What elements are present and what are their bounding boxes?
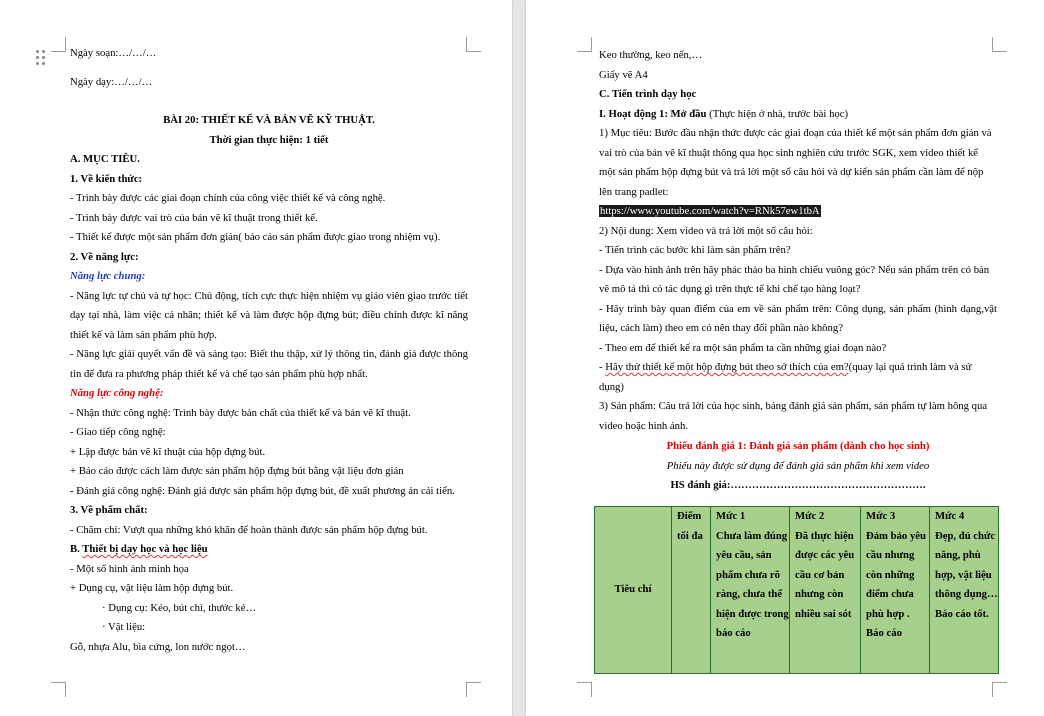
crop-mark — [992, 682, 1007, 697]
video-link-line — [599, 202, 997, 222]
tech-competency-item: + Báo cáo được cách làm được sản phẩm hộp đựng bút bằng vật liệu đơn giản — [70, 465, 404, 477]
activity-heading — [599, 105, 997, 125]
level-1-description: Chưa làm đúng yêu cầu, sản phẩm chưa rõ ràng, chưa thể hiện được trong báo cáo — [716, 529, 789, 639]
material-list: Giấy vẽ A4 — [599, 68, 648, 81]
objective-paragraph: 1) Mục tiêu: Bước đầu nhận thức được các giai đoạn của thiết kế một sản phẩm đơn giản và vai trò của bản vẽ kĩ thuật thông qua học sinh nghiên cứu trước SGK, xem video thiết kế một sản phẩm hộp đựng bút và trả lời một số câu hỏi và dự kiến sản phẩm cần làm để nộp lên trang padlet: — [599, 127, 992, 198]
section-a-heading: A. MỤC TIÊU. — [70, 153, 140, 165]
table-row — [595, 507, 999, 674]
level-3-cell — [861, 507, 930, 674]
level-4-description: Đẹp, đủ chức năng, phù hợp, vật liệu thông dụng… — [935, 529, 998, 600]
quality-heading: 3. Về phẩm chất: — [70, 504, 148, 516]
criteria-header: Tiêu chí — [595, 507, 672, 674]
section-b-heading — [70, 540, 468, 560]
question-item: - Tiến trình các bước khi làm sản phẩm trên? — [599, 244, 791, 256]
content-heading: 2) Nội dung: Xem video và trả lời một số câu hỏi: — [599, 224, 813, 237]
level-2-cell — [790, 507, 861, 674]
level-4-report: Báo cáo tốt. — [935, 607, 989, 620]
rubric-table — [594, 506, 999, 674]
question-item — [599, 358, 997, 397]
activity-title: I. Hoạt động 1: Mở đầu — [599, 107, 707, 120]
level-4-label: Mức 4 — [935, 510, 965, 522]
question-note: (quay lại quá trình làm và sử dụng) — [599, 361, 972, 393]
question-item: - Theo em để thiết kế ra một sản phẩm ta cần những giai đoạn nào? — [599, 341, 887, 354]
lesson-title: BÀI 20: THIẾT KẾ VÀ BẢN VẼ KỸ THUẬT. — [163, 114, 375, 126]
date-taught: Ngày dạy:…/…/… — [70, 75, 153, 88]
knowledge-item: - Thiết kế được một sản phẩm đơn giản( báo cáo sản phẩm được giao trong nhiệm vụ). — [70, 231, 441, 243]
competency-paragraph: - Năng lực giải quyết vấn đề và sáng tạo: Biết thu thập, xử lý thông tin, đánh giá được thông tin để đưa ra phương pháp thiết kế và chế tạo sản phẩm phù hợp nhất. — [70, 348, 468, 380]
quality-item: - Chăm chỉ: Vượt qua những khó khăn để hoàn thành được sản phẩm hộp đựng bút. — [70, 523, 428, 536]
competency-paragraph: - Năng lực tự chủ và tự học: Chủ động, tích cực thực hiện nhiệm vụ giáo viên giao trước tiết dạy tại nhà, làm việc cá nhân; thiết kế và làm được hộp đựng bút; điều chỉnh được kĩ năng thiết kế và làm sản phẩm phù hợp. — [70, 289, 468, 341]
crop-mark — [51, 682, 66, 697]
crop-mark — [577, 37, 592, 52]
document-page-left — [0, 0, 512, 716]
drag-handle-icon[interactable] — [36, 50, 50, 68]
level-3-label: Mức 3 — [866, 510, 896, 522]
level-3-description: Đảm bảo yêu cầu nhưng còn những điểm chưa phù hợp . — [866, 529, 926, 620]
activity-note: (Thực hiện ở nhà, trước bài học) — [706, 107, 849, 120]
question-design-task: Hãy thử thiết kế một hộp đựng bút theo sở thích của em? — [605, 361, 849, 373]
rubric-title: Phiếu đánh giá 1: Đánh giá sản phẩm (dành cho học sinh) — [666, 440, 930, 452]
material-subitem: · Dụng cụ: Kéo, bút chì, thước kẻ… — [102, 601, 257, 614]
knowledge-item: - Trình bày được vai trò của bản vẽ kĩ thuật trong thiết kế. — [70, 211, 318, 224]
material-list: Gỗ, nhựa Alu, bìa cứng, lon nước ngọt… — [70, 640, 246, 653]
section-b-label: B. — [70, 543, 80, 555]
left-page-body — [70, 44, 468, 657]
crop-mark — [51, 37, 66, 52]
level-4-cell — [930, 507, 999, 674]
tech-competency-item: + Lập được bản vẽ kĩ thuật của hộp đựng bút. — [70, 445, 266, 458]
level-1-cell — [711, 507, 790, 674]
question-item: - Hãy trình bày quan điểm của em về sản phẩm trên: Công dụng, sản phẩm (hình dạng,vật liệu, cách làm) theo em có nên thay đổi phần nào không? — [599, 302, 997, 334]
level-3-report: Báo cáo — [866, 627, 902, 639]
question-item: - Dựa vào hình ảnh trên hãy phác thảo ba hình chiếu vuông góc? Nếu sản phẩm trên có bản vẽ mô tả thì có tác dụng gì trên thực tế khi chế tạo hàng loạt? — [599, 263, 990, 295]
tech-competency-heading: Năng lực công nghệ: — [70, 387, 164, 399]
level-1-label: Mức 1 — [716, 510, 746, 522]
video-link[interactable]: https://www.youtube.com/watch?v=RNk57ew1tbA — [600, 205, 820, 217]
document-page-right — [526, 0, 1044, 716]
tech-competency-item: - Nhận thức công nghệ: Trình bày được bản chất của thiết kế và bản vẽ kĩ thuật. — [70, 406, 411, 419]
competency-heading: 2. Về năng lực: — [70, 250, 139, 263]
tech-competency-item: - Giao tiếp công nghệ: — [70, 426, 166, 438]
material-item: - Một số hình ảnh minh họa — [70, 562, 189, 575]
material-list: Keo thường, keo nến,… — [599, 49, 703, 61]
date-prepared: Ngày soạn:…/…/… — [70, 47, 157, 59]
material-item: + Dụng cụ, vật liệu làm hộp đựng bút. — [70, 582, 234, 594]
max-score-header: Điểm tối đa — [672, 507, 711, 674]
general-competency-heading: Năng lực chung: — [70, 270, 146, 282]
lesson-duration: Thời gian thực hiện: 1 tiết — [209, 133, 329, 146]
section-c-heading: C. Tiến trình dạy học — [599, 88, 697, 100]
crop-mark — [466, 682, 481, 697]
crop-mark — [577, 682, 592, 697]
crop-mark — [466, 37, 481, 52]
tech-competency-item: - Đánh giá công nghệ: Đánh giá được sản phẩm hộp đựng bút, đề xuất phương án cải tiến. — [70, 484, 455, 497]
level-2-label: Mức 2 — [795, 510, 825, 522]
knowledge-item: - Trình bày được các giai đoạn chính của công việc thiết kế và công nghệ. — [70, 192, 386, 204]
section-b-title: Thiết bị dạy học và học liệu — [82, 543, 208, 555]
student-evaluator-line: HS đánh giá:………………………………………………. — [670, 479, 926, 491]
product-paragraph: 3) Sản phẩm: Câu trả lời của học sinh, bảng đánh giá sản phẩm, sản phẩm tự làm hông qua video hoặc hình ảnh. — [599, 400, 988, 432]
question-dash: - — [599, 361, 606, 373]
right-page-body — [599, 46, 997, 496]
rubric-subtitle: Phiếu này được sử dụng để đánh giá sản phẩm khi xem video — [666, 459, 930, 472]
material-subitem: · Vật liệu: — [102, 621, 146, 633]
knowledge-heading: 1. Về kiến thức: — [70, 172, 143, 185]
level-2-description: Đã thực hiện được các yêu cầu cơ bản nhưng còn nhiều sai sót — [795, 529, 855, 620]
